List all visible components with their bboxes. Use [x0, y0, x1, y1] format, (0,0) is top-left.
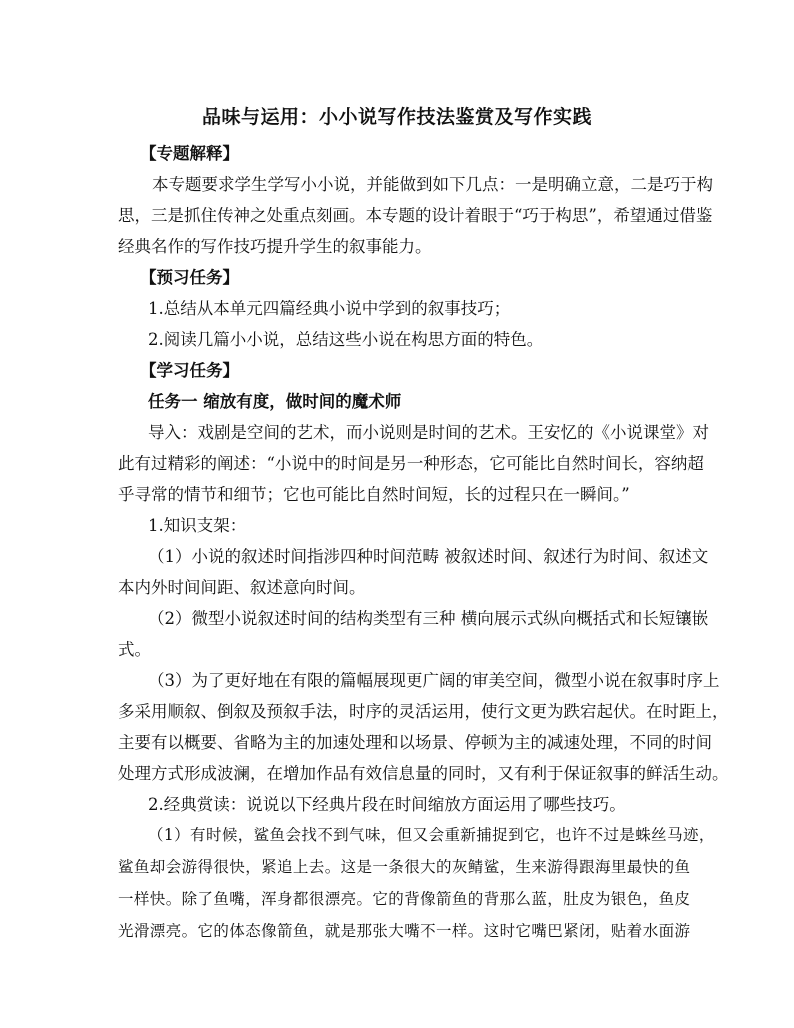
- paragraph-line: （1）小说的叙述时间指涉四种时间范畴 被叙述时间、叙述行为时间、叙述文: [148, 547, 709, 566]
- list-item: 2.阅读几篇小小说，总结这些小说在构思方面的特色。: [148, 330, 544, 349]
- paragraph-line: 本内外时间间距、叙述意向时间。: [118, 578, 366, 597]
- quote-line: 鲨鱼却会游得很快，紧追上去。这是一条很大的灰鲭鲨，生来游得跟海里最快的鱼: [118, 858, 691, 876]
- paragraph-line: 乎寻常的情节和细节；它也可能比自然时间短，长的过程只在一瞬间。”: [118, 485, 630, 504]
- heading-learning-task: 【学习任务】: [140, 361, 239, 380]
- heading-preview-task: 【预习任务】: [140, 268, 239, 287]
- paragraph-line: 主要有以概要、省略为主的加速处理和以场景、停顿为主的减速处理，不同的时间: [118, 733, 712, 752]
- paragraph-line: 思，三是抓住传神之处重点刻画。本专题的设计着眼于“巧于构思”，希望通过借鉴: [118, 206, 713, 225]
- quote-line: 光滑漂亮。它的体态像箭鱼，就是那张大嘴不一样。这时它嘴巴紧闭，贴着水面游: [118, 922, 691, 940]
- paragraph-line: （2）微型小说叙述时间的结构类型有三种 横向展示式纵向概括式和长短镶嵌: [148, 609, 709, 628]
- paragraph-line: 导入：戏剧是空间的艺术，而小说则是时间的艺术。王安忆的《小说课堂》对: [148, 423, 709, 442]
- list-item: 1.总结从本单元四篇经典小说中学到的叙事技巧；: [148, 299, 511, 318]
- list-item: 2.经典赏读：说说以下经典片段在时间缩放方面运用了哪些技巧。: [148, 795, 626, 814]
- paragraph-line: 经典名作的写作技巧提升学生的叙事能力。: [118, 237, 432, 256]
- task-one-heading: 任务一 缩放有度，做时间的魔术师: [148, 392, 402, 411]
- quote-line: 一样快。除了鱼嘴，浑身都很漂亮。它的背像箭鱼的背那么蓝，肚皮为银色，鱼皮: [118, 890, 691, 908]
- quote-line: （1）有时候，鲨鱼会找不到气味，但又会重新捕捉到它，也许不过是蛛丝马迹，: [148, 826, 715, 844]
- paragraph-line: 处理方式形成波澜，在增加作品有效信息量的同时，又有利于保证叙事的鲜活生动。: [118, 764, 729, 783]
- paragraph-line: 本专题要求学生学写小小说，并能做到如下几点：一是明确立意，二是巧于构: [152, 175, 713, 194]
- paragraph-line: 此有过精彩的阐述：“小说中的时间是另一种形态，它可能比自然时间长，容纳超: [118, 454, 704, 473]
- page-title: 品味与运用：小小说写作技法鉴赏及写作实践: [201, 106, 592, 128]
- heading-topic-explanation: 【专题解释】: [140, 144, 239, 163]
- paragraph-line: 多采用顺叙、倒叙及预叙手法，时序的灵活运用，使行文更为跌宕起伏。在时距上，: [118, 702, 729, 721]
- list-item: 1.知识支架：: [148, 516, 247, 535]
- paragraph-line: 式。: [118, 640, 151, 659]
- paragraph-line: （3）为了更好地在有限的篇幅展现更广阔的审美空间，微型小说在叙事时序上: [148, 671, 720, 690]
